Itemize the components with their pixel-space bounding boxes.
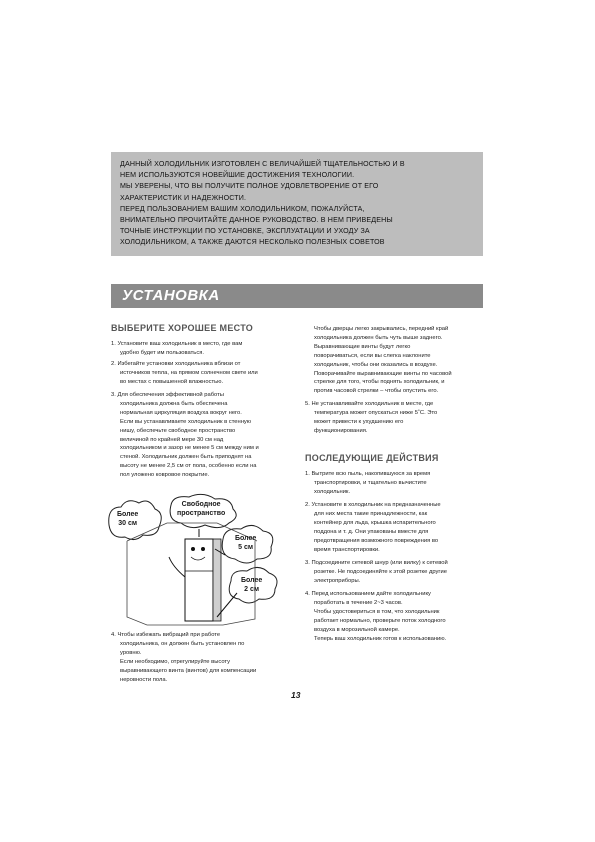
- text-line: 1. Вытрите всю пыль, накопившуюся за время: [305, 471, 431, 477]
- text-line: стеной. Холодильник должен быть приподнят на: [120, 454, 252, 461]
- text-line: Поворачивайте выравнивающие винты по часовой: [314, 370, 452, 377]
- text-line: холодильник.: [314, 488, 351, 495]
- text-line: поработать в течение 2~3 часов.: [314, 599, 403, 606]
- text-line: холодильника должна быть обеспечена: [120, 400, 228, 407]
- label-text: Более: [117, 511, 139, 518]
- text-line: выравнивающего винта (винтов) для компенсации: [120, 667, 257, 674]
- text-line: воздуха в морозильной камере.: [314, 626, 400, 633]
- intro-line: ТОЧНЫЕ ИНСТРУКЦИИ ПО УСТАНОВКЕ, ЭКСПЛУАТАЦИИ И УХОДУ ЗА: [120, 227, 370, 236]
- text-line: холодильник, чтобы они оказались в воздухе.: [314, 361, 438, 368]
- fridge-body: [185, 539, 213, 621]
- right-list-item-5: [305, 400, 437, 436]
- text-line: контейнер для льда, крышка испарительного: [314, 519, 436, 526]
- label-2cm: [241, 577, 262, 594]
- text-line: 5. Не устанавливайте холодильник в месте, где: [305, 401, 434, 407]
- left-list-item-3: [111, 391, 259, 480]
- label-30cm: [117, 511, 138, 528]
- text-line: 3. Подсоедините сетевой шнур (или вилку) к сетевой: [305, 560, 448, 566]
- left-list-item-1: [111, 340, 242, 358]
- section-title: УСТАНОВКА: [122, 287, 220, 304]
- label-5cm: [235, 535, 256, 552]
- text-line: нишу, обеспечьте свободное пространство: [120, 427, 236, 434]
- text-line: функционирования.: [314, 427, 368, 434]
- fridge-eye-right: [201, 547, 205, 551]
- label-text: пространство: [177, 509, 226, 517]
- text-line: холодильником и зазор не менее 5 см между ним и: [120, 445, 259, 452]
- steps-item-3: [305, 559, 448, 586]
- text-line: Теперь ваш холодильник готов к использованию.: [314, 635, 447, 642]
- text-line: холодильника должен быть чуть выше заднего.: [314, 334, 443, 341]
- text-line: 4. Чтобы избежать вибраций при работе: [111, 632, 221, 638]
- text-line: холодильника, он должен быть установлен по: [120, 640, 245, 647]
- text-line: уровню.: [120, 649, 142, 656]
- intro-line: НЕМ ИСПОЛЬЗУЮТСЯ НОВЕЙШИЕ ДОСТИЖЕНИЯ ТЕХНОЛОГИИ.: [120, 171, 355, 180]
- fridge-clearance-illustration: [107, 493, 282, 628]
- label-text: Более: [241, 577, 263, 584]
- text-line: поворачиваться, если вы слегка наклоните: [314, 352, 431, 359]
- text-line: 4. Перед использованием дайте холодильнику: [305, 591, 431, 597]
- label-text: Более: [235, 535, 257, 542]
- text-line: может привести к ухудшению его: [314, 418, 404, 425]
- text-line: Если вы устанавливаете холодильник в стенную: [120, 418, 252, 425]
- text-line: работает нормально, проверьте поток холодного: [314, 617, 446, 624]
- text-line: Если необходимо, отрегулируйте высоту: [120, 658, 231, 665]
- steps-item-2: [305, 501, 441, 554]
- text-line: Чтобы удостовериться в том, что холодильник: [314, 608, 440, 615]
- fridge-arm: [169, 557, 185, 577]
- right-continuation: [305, 325, 452, 396]
- text-line: пол уложено ковровое покрытие.: [120, 472, 210, 479]
- text-line: Чтобы дверцы легко закрывались, передний край: [314, 326, 449, 332]
- text-line: неровности пола.: [120, 676, 168, 683]
- text-line: высоту не менее 2,5 см от пола, особенно если на: [120, 463, 257, 470]
- intro-line: ДАННЫЙ ХОЛОДИЛЬНИК ИЗГОТОВЛЕН С ВЕЛИЧАЙШЕЙ ТЩАТЕЛЬНОСТЬЮ И В: [120, 160, 405, 168]
- text-line: величиной по крайней мере 30 см над: [120, 436, 224, 443]
- text-line: поддона и т. д. Они упакованы вместе для: [314, 528, 429, 535]
- text-line: удобно будет им пользоваться.: [120, 349, 204, 356]
- label-text: 2 см: [244, 585, 260, 593]
- text-line: 2. Избегайте установки холодильника вблизи от: [111, 361, 241, 367]
- label-text: 30 см: [118, 519, 138, 527]
- label-text: Свободное: [181, 501, 221, 508]
- left-list-item-2: [111, 360, 258, 387]
- steps-item-4: [305, 590, 446, 643]
- intro-notice: [111, 152, 483, 256]
- text-line: время транспортировки.: [314, 546, 380, 553]
- intro-line: ВНИМАТЕЛЬНО ПРОЧИТАЙТЕ ДАННОЕ РУКОВОДСТВО. В НЕМ ПРИВЕДЕНЫ: [120, 216, 393, 225]
- steps-item-1: [305, 470, 430, 497]
- intro-line: ХОЛОДИЛЬНИКОМ, А ТАКЖЕ ДАЮТСЯ НЕСКОЛЬКО ПОЛЕЗНЫХ СОВЕТОВ: [120, 238, 385, 247]
- text-line: розетке. Не подсоединяйте к этой розетке другие: [314, 568, 448, 575]
- text-line: транспортировки, и тщательно вычистите: [314, 479, 427, 486]
- text-line: источников тепла, на прямом солнечном свете или: [120, 369, 258, 376]
- intro-line: МЫ УВЕРЕНЫ, ЧТО ВЫ ПОЛУЧИТЕ ПОЛНОЕ УДОВЛЕТВОРЕНИЕ ОТ ЕГО: [120, 182, 379, 191]
- text-line: во местах с повышенной влажностью.: [120, 378, 224, 385]
- text-line: 3. Для обеспечения эффективной работы: [111, 392, 224, 398]
- text-line: против часовой стрелки – чтобы опустить его.: [314, 388, 439, 395]
- heading-next-steps: ПОСЛЕДУЮЩИЕ ДЕЙСТВИЯ: [305, 453, 439, 463]
- text-line: для них места такие принадлежности, как: [314, 510, 428, 517]
- text-line: температура может опускаться ниже 5˚С. Это: [314, 409, 438, 416]
- text-line: 1. Установите ваш холодильник в место, где вам: [111, 341, 243, 347]
- section-header-bar: [111, 284, 483, 308]
- text-line: 2. Установите в холодильник на предназначенные: [305, 502, 441, 508]
- label-free-space: [177, 501, 225, 518]
- text-line: стрелке для того, чтобы поднять холодильник, и: [314, 379, 445, 386]
- intro-line: ПЕРЕД ПОЛЬЗОВАНИЕМ ВАШИМ ХОЛОДИЛЬНИКОМ, ПОЖАЛУЙСТА,: [120, 204, 365, 213]
- label-text: 5 см: [238, 543, 254, 551]
- intro-line: ХАРАКТЕРИСТИК И НАДЕЖНОСТИ.: [120, 193, 247, 202]
- text-line: нормальная циркуляция воздуха вокруг него.: [120, 409, 242, 416]
- fridge-eye-left: [191, 547, 195, 551]
- left-list-item-4: [111, 631, 256, 684]
- page-number: 13: [291, 690, 301, 700]
- text-line: электроприборы.: [314, 577, 361, 584]
- text-line: предотвращения возможного повреждения во: [314, 537, 439, 544]
- text-line: Выравнивающие винты будут легко: [314, 343, 411, 350]
- heading-choose-place: ВЫБЕРИТЕ ХОРОШЕЕ МЕСТО: [111, 323, 254, 333]
